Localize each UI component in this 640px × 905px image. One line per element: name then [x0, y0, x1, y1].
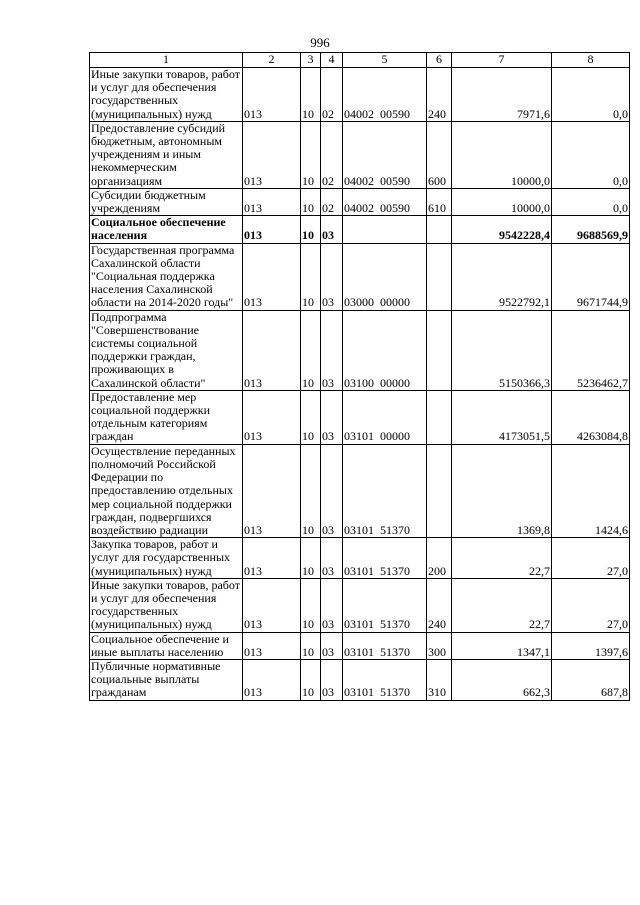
- row-name-cell: Публичные нормативные социальные выплаты гражданам: [90, 659, 243, 700]
- row-subsection-cell: 02: [321, 188, 343, 215]
- row-amount-col8-cell: 5236462,7: [552, 310, 630, 390]
- row-code-cell: 013: [243, 538, 301, 579]
- row-code-cell: 013: [243, 243, 301, 310]
- row-program-code: 04002: [344, 106, 374, 121]
- row-program-code: 03101: [344, 644, 374, 659]
- row-code-cell: 013: [243, 659, 301, 700]
- row-target-article-cell: [343, 68, 427, 122]
- row-expense-type-cell: 200: [427, 538, 452, 579]
- row-amount-col7-cell: 662,3: [452, 659, 552, 700]
- row-code-cell: 013: [243, 390, 301, 444]
- row-expense-type-cell: 600: [427, 121, 452, 188]
- row-name-cell: Предоставление субсидий бюджетным, автономным учреждениям и иным некоммерческим организациям: [90, 121, 243, 188]
- row-name-cell: Субсидии бюджетным учреждениям: [90, 188, 243, 215]
- row-subsection-cell: 03: [321, 310, 343, 390]
- row-program-code: 03100: [344, 375, 374, 390]
- row-name-cell: Закупка товаров, работ и услуг для государственных (муниципальных) нужд: [90, 538, 243, 579]
- row-section-cell: 10: [301, 659, 321, 700]
- row-section-cell: 10: [301, 538, 321, 579]
- header-cell-8: 8: [552, 53, 630, 68]
- header-row: [90, 53, 630, 68]
- row-program-code: 03101: [344, 429, 374, 444]
- row-section-cell: 10: [301, 243, 321, 310]
- row-subsection-cell: 03: [321, 243, 343, 310]
- row-amount-col7-cell: 5150366,3: [452, 310, 552, 390]
- row-item-code: 00000: [380, 375, 410, 390]
- row-item-code: 51370: [380, 563, 410, 578]
- row-section-cell: 10: [301, 578, 321, 632]
- row-amount-col7-cell: 10000,0: [452, 121, 552, 188]
- row-expense-type-cell: [427, 216, 452, 243]
- row-item-code: 00000: [380, 295, 410, 310]
- row-subsection-cell: 03: [321, 659, 343, 700]
- table-row: [90, 390, 630, 444]
- row-target-article-cell: [343, 538, 427, 579]
- row-target-article-cell: [343, 578, 427, 632]
- row-target-article-cell: [343, 188, 427, 215]
- row-amount-col8-cell: 4263084,8: [552, 390, 630, 444]
- row-amount-col8-cell: 27,0: [552, 578, 630, 632]
- row-target-article-cell: [343, 243, 427, 310]
- row-subsection-cell: 03: [321, 538, 343, 579]
- row-program-code: 03101: [344, 617, 374, 632]
- header-cell-7: 7: [452, 53, 552, 68]
- row-amount-col7-cell: 1369,8: [452, 444, 552, 537]
- row-target-article-cell: [343, 444, 427, 537]
- table-row: [90, 632, 630, 659]
- row-expense-type-cell: 240: [427, 68, 452, 122]
- table-row: [90, 68, 630, 122]
- row-subsection-cell: 03: [321, 632, 343, 659]
- row-name-cell: Иные закупки товаров, работ и услуг для обеспечения государственных (муниципальных) нужд: [90, 68, 243, 122]
- row-section-cell: 10: [301, 216, 321, 243]
- row-expense-type-cell: [427, 243, 452, 310]
- row-amount-col7-cell: 1347,1: [452, 632, 552, 659]
- row-section-cell: 10: [301, 121, 321, 188]
- row-subsection-cell: 02: [321, 68, 343, 122]
- row-name-cell: Государственная программа Сахалинской области "Социальная поддержка населения Сахалинской области на 2014-2020 годы": [90, 243, 243, 310]
- row-item-code: 00590: [380, 106, 410, 121]
- row-item-code: 51370: [380, 617, 410, 632]
- row-amount-col7-cell: 9522792,1: [452, 243, 552, 310]
- table-row: [90, 310, 630, 390]
- table-row: [90, 188, 630, 215]
- row-name-cell: Предоставление мер социальной поддержки отдельным категориям граждан: [90, 390, 243, 444]
- row-code-cell: 013: [243, 68, 301, 122]
- row-item-code: 51370: [380, 685, 410, 700]
- row-program-code: 04002: [344, 201, 374, 216]
- row-target-article-cell: [343, 310, 427, 390]
- header-cell-2: 2: [243, 53, 301, 68]
- row-program-code: 03101: [344, 563, 374, 578]
- row-target-article-cell: [343, 121, 427, 188]
- row-code-cell: 013: [243, 216, 301, 243]
- row-name-cell: Социальное обеспечение населения: [90, 216, 243, 243]
- row-code-cell: 013: [243, 188, 301, 215]
- row-subsection-cell: 03: [321, 390, 343, 444]
- row-section-cell: 10: [301, 188, 321, 215]
- row-item-code: 00000: [380, 429, 410, 444]
- row-amount-col8-cell: 1397,6: [552, 632, 630, 659]
- row-target-article-cell: [343, 632, 427, 659]
- row-item-code: 51370: [380, 644, 410, 659]
- row-expense-type-cell: 300: [427, 632, 452, 659]
- table-row: [90, 538, 630, 579]
- row-section-cell: 10: [301, 310, 321, 390]
- row-item-code: 00590: [380, 173, 410, 188]
- header-cell-1: 1: [90, 53, 243, 68]
- row-expense-type-cell: 610: [427, 188, 452, 215]
- header-cell-6: 6: [427, 53, 452, 68]
- row-target-article-cell: [343, 216, 427, 243]
- row-subsection-cell: 03: [321, 216, 343, 243]
- row-amount-col7-cell: 9542228,4: [452, 216, 552, 243]
- row-item-code: 51370: [380, 522, 410, 537]
- row-program-code: 03000: [344, 295, 374, 310]
- row-expense-type-cell: [427, 310, 452, 390]
- table-row: [90, 243, 630, 310]
- row-section-cell: 10: [301, 390, 321, 444]
- row-name-cell: Подпрограмма "Совершенствование системы социальной поддержки граждан, проживающих в Сахалинской области": [90, 310, 243, 390]
- row-amount-col8-cell: 687,8: [552, 659, 630, 700]
- header-cell-4: 4: [321, 53, 343, 68]
- header-cell-3: 3: [301, 53, 321, 68]
- row-subsection-cell: 03: [321, 578, 343, 632]
- row-amount-col8-cell: 27,0: [552, 538, 630, 579]
- row-expense-type-cell: 310: [427, 659, 452, 700]
- row-name-cell: Социальное обеспечение и иные выплаты населению: [90, 632, 243, 659]
- table-row: [90, 121, 630, 188]
- row-subsection-cell: 03: [321, 444, 343, 537]
- row-amount-col7-cell: 22,7: [452, 578, 552, 632]
- table-row: [90, 578, 630, 632]
- row-program-code: 03101: [344, 685, 374, 700]
- row-code-cell: 013: [243, 632, 301, 659]
- row-expense-type-cell: [427, 390, 452, 444]
- table-row: [90, 444, 630, 537]
- row-subsection-cell: 02: [321, 121, 343, 188]
- row-code-cell: 013: [243, 444, 301, 537]
- row-amount-col8-cell: 0,0: [552, 188, 630, 215]
- row-section-cell: 10: [301, 444, 321, 537]
- row-amount-col8-cell: 1424,6: [552, 444, 630, 537]
- row-name-cell: Осуществление переданных полномочий Российской Федерации по предоставлению отдельных мер социальной поддержки граждан, подвергшихся воздействию радиации: [90, 444, 243, 537]
- row-amount-col7-cell: 22,7: [452, 538, 552, 579]
- row-amount-col7-cell: 10000,0: [452, 188, 552, 215]
- row-code-cell: 013: [243, 121, 301, 188]
- row-amount-col8-cell: 9688569,9: [552, 216, 630, 243]
- row-item-code: 00590: [380, 201, 410, 216]
- row-amount-col8-cell: 0,0: [552, 68, 630, 122]
- row-expense-type-cell: 240: [427, 578, 452, 632]
- row-amount-col7-cell: 7971,6: [452, 68, 552, 122]
- table-row: [90, 659, 630, 700]
- row-amount-col8-cell: 0,0: [552, 121, 630, 188]
- row-program-code: 03101: [344, 522, 374, 537]
- page-number: 996: [310, 35, 330, 50]
- row-name-cell: Иные закупки товаров, работ и услуг для обеспечения государственных (муниципальных) нужд: [90, 578, 243, 632]
- row-code-cell: 013: [243, 310, 301, 390]
- row-amount-col7-cell: 4173051,5: [452, 390, 552, 444]
- row-target-article-cell: [343, 390, 427, 444]
- row-expense-type-cell: [427, 444, 452, 537]
- row-amount-col8-cell: 9671744,9: [552, 243, 630, 310]
- table-row: [90, 216, 630, 243]
- row-program-code: 04002: [344, 173, 374, 188]
- row-target-article-cell: [343, 659, 427, 700]
- budget-table: [89, 52, 630, 701]
- header-cell-5: 5: [343, 53, 427, 68]
- row-section-cell: 10: [301, 632, 321, 659]
- row-section-cell: 10: [301, 68, 321, 122]
- row-code-cell: 013: [243, 578, 301, 632]
